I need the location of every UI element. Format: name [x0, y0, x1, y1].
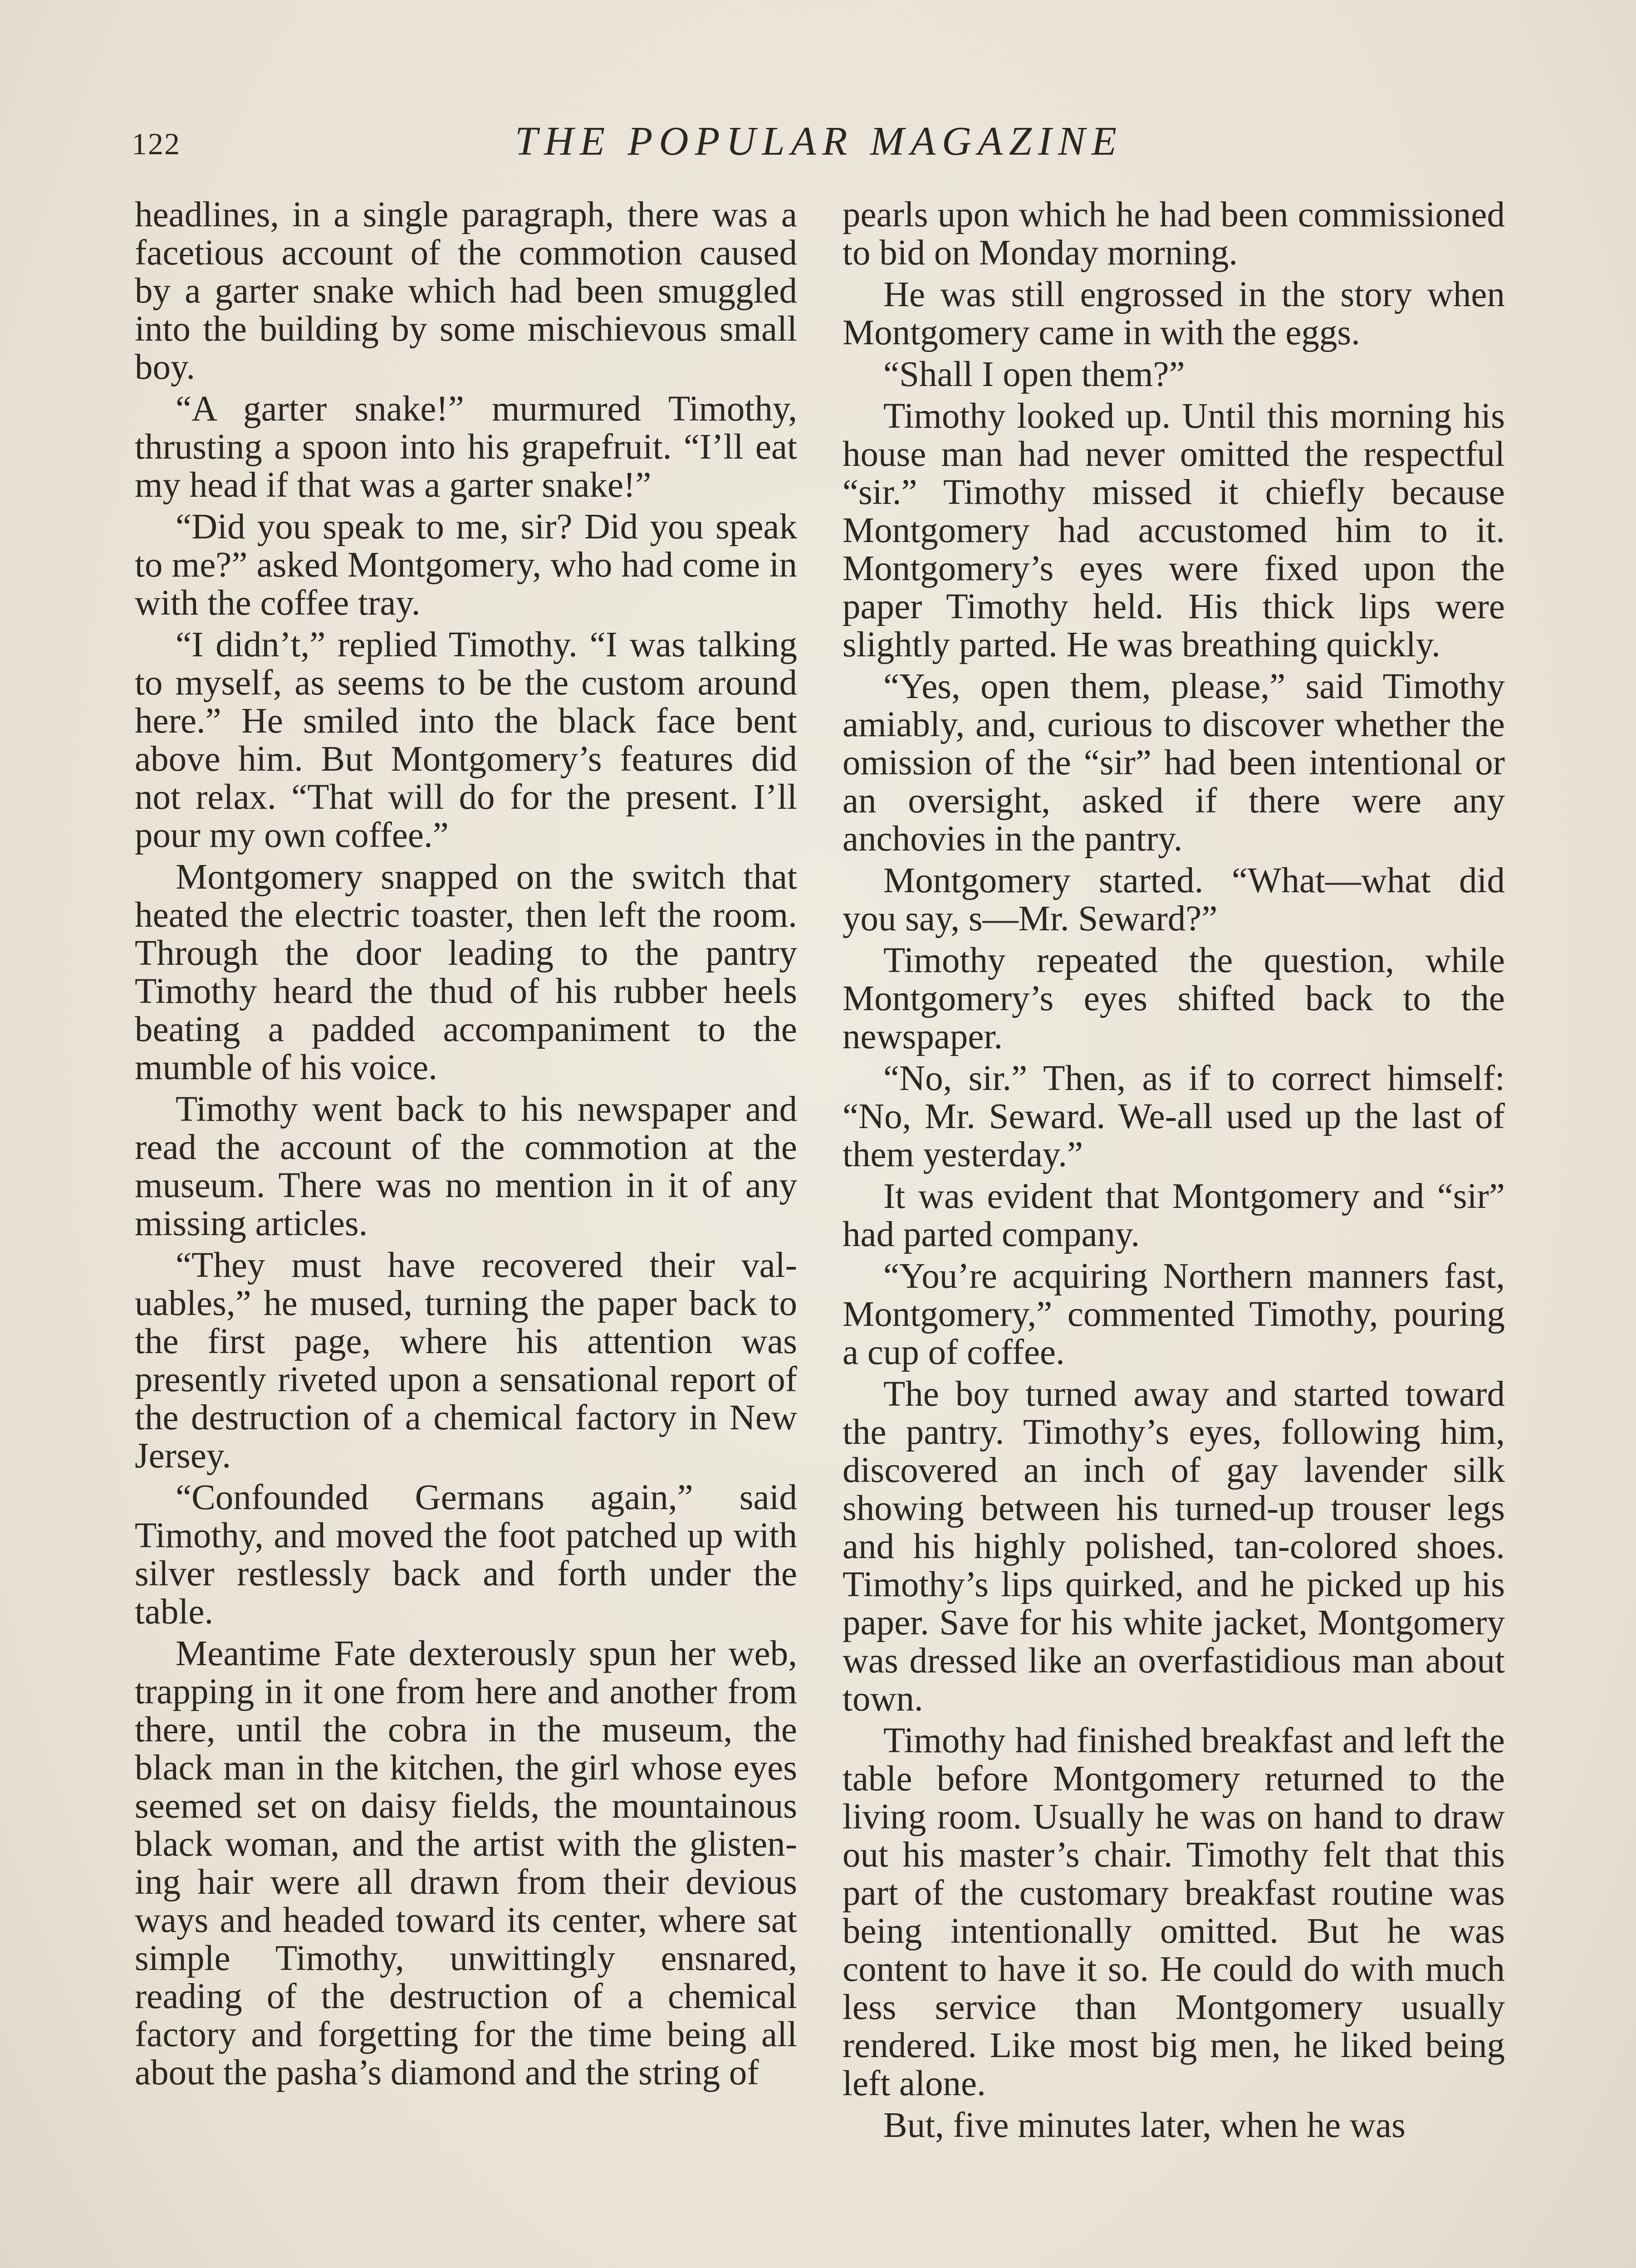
paragraph: “Yes, open them, please,” said Timothy amiably, and, curious to discover whether the omission of the “sir” had been intentional or an oversight, asked if there were any anchovies in the pantry. — [842, 667, 1505, 859]
paragraph: Timothy had finished breakfast and left the table before Montgomery returned to the living room. Usually he was on hand to draw out his master’s chair. Timothy felt that this part of the customary breakfast routine was being intentionally omitted. But he was content to have it so. He could do with much less service than Montgomery usually rendered. Like most big men, he liked being left alone. — [842, 1721, 1505, 2103]
paragraph: headlines, in a single paragraph, there was a facetious account of the commotion caused by a garter snake which had been smuggled into the building by some mischievous small boy. — [135, 196, 797, 387]
page-header — [132, 118, 1506, 168]
paragraph: Montgomery snapped on the switch that heated the electric toaster, then left the room. Through the door leading to the pantry Timothy heard the thud of his rubber heels beating a padded accompaniment to the mumble of his voice. — [135, 857, 797, 1087]
paragraph: The boy turned away and started toward the pantry. Timothy’s eyes, following him, discovered an inch of gay lavender silk showing between his turned-up trouser legs and his highly polished, tan-colored shoes. Timothy’s lips quirked, and he picked up his paper. Save for his white jacket, Montgomery was dressed like an overfastidious man about town. — [842, 1374, 1505, 1719]
running-title: THE POPULAR MAGAZINE — [515, 119, 1123, 164]
paragraph: “No, sir.” Then, as if to correct himself: “No, Mr. Seward. We-all used up the last of them yesterday.” — [842, 1059, 1505, 1174]
paragraph: “Shall I open them?” — [883, 355, 1185, 394]
paragraph: Timothy repeated the question, while Montgomery’s eyes shifted back to the newspaper. — [842, 941, 1505, 1056]
paragraph: He was still engrossed in the story when Montgomery came in with the eggs. — [842, 275, 1505, 352]
paragraph: But, five minutes later, when he was — [883, 2106, 1406, 2145]
paragraph: “I didn’t,” replied Timothy. “I was talking to myself, as seems to be the custom around here.” He smiled into the black face bent above him. But Montgomery’s features did not relax. “That will do for the present. I’ll pour my own coffee.” — [135, 625, 797, 855]
paragraph: Meantime Fate dexterously spun her web, trapping in it one from here and another from there, until the cobra in the museum, the black man in the kitchen, the girl whose eyes seemed set on daisy fields, the mountainous black woman, and the artist with the glistening hair were all drawn from their devious ways and headed toward its center, where sat simple Timothy, unwittingly ensnared, reading of the destruction of a chemical factory and forgetting for the time being all about the pasha’s diamond and the string of — [135, 1634, 797, 2092]
paragraph: pearls upon which he had been commissioned to bid on Monday morning. — [842, 196, 1505, 273]
paragraph: Montgomery started. “What—what did you say, s—Mr. Seward?” — [842, 861, 1505, 938]
paragraph: It was evident that Montgomery and “sir” had parted company. — [842, 1177, 1505, 1254]
paragraph: “Confounded Germans again,” said Timothy, and moved the foot patched up with silver restlessly back and forth under the table. — [135, 1478, 797, 1632]
paragraph: “They must have recovered their valuables,” he mused, turning the paper back to the first page, where his attention was presently riveted upon a sensational report of the destruction of a chemical factory in New Jersey. — [135, 1246, 797, 1476]
left-column — [135, 196, 797, 2268]
paragraph: “You’re acquiring Northern manners fast, Montgomery,” commented Timothy, pouring a cup of coffee. — [842, 1256, 1505, 1372]
paragraph: “A garter snake!” murmured Timothy, thrusting a spoon into his grapefruit. “I’ll eat my head if that was a garter snake!” — [135, 389, 797, 505]
page-number: 122 — [132, 127, 181, 161]
paragraph: “Did you speak to me, sir? Did you speak to me?” asked Montgomery, who had come in with the coffee tray. — [135, 507, 797, 623]
paragraph: Timothy looked up. Until this morning his house man had never omitted the respectful “sir.” Timothy missed it chiefly because Montgomery had accustomed him to it. Montgomery’s eyes were fixed upon the paper Timothy held. His thick lips were slightly parted. He was breathing quickly. — [842, 396, 1505, 665]
right-column — [842, 196, 1505, 2268]
paragraph: Timothy went back to his newspaper and read the account of the commotion at the museum. There was no mention in it of any missing articles. — [135, 1090, 797, 1243]
